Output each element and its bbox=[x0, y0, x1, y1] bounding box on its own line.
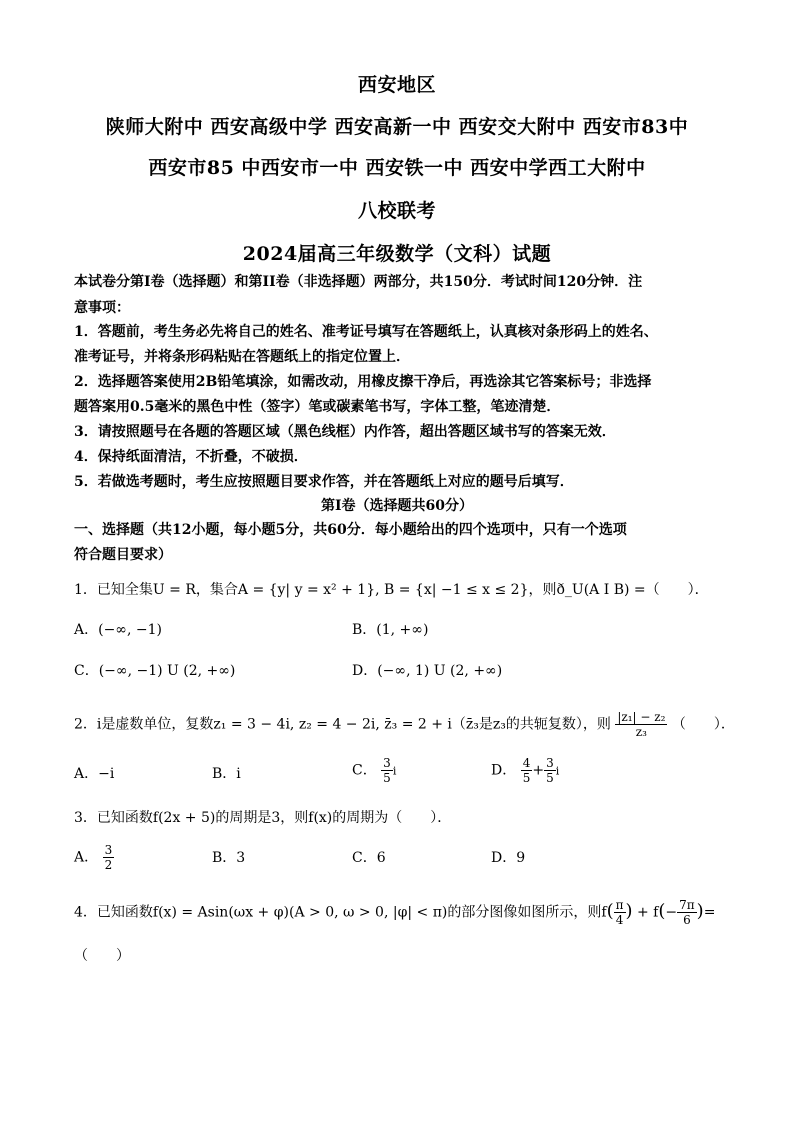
q4-answer-paren: （ ） bbox=[74, 948, 130, 964]
q4-neg: − bbox=[665, 904, 678, 921]
instruction-3: 3．请按照题号在各题的答题区域（黑色线框）内作答，超出答题区域书写的答案无效． bbox=[74, 424, 616, 440]
q2-stem-pre: 2．i是虚数单位，复数z₁ = 3 − 4i, z₂ = 4 − 2i, z̄₃ = 2 + i（z̄₃是z₃的共轭复数），则 bbox=[74, 716, 611, 733]
q4-paren2-close: ) bbox=[696, 900, 704, 922]
q2-d-den2: 5 bbox=[546, 771, 554, 785]
q2-fraction-denominator: z₃ bbox=[635, 725, 647, 739]
q2-c-num: 3 bbox=[383, 756, 391, 770]
q4-f2-den: 6 bbox=[683, 913, 691, 927]
q2-option-d-fraction-2 bbox=[544, 756, 556, 785]
instruction-4: 4．保持纸面清洁，不折叠，不破损． bbox=[74, 449, 308, 465]
q2-d-num2: 3 bbox=[546, 756, 554, 770]
q2-fraction-numerator: |z₁| − z₂ bbox=[617, 710, 666, 724]
q1-option-a: A．(−∞, −1) bbox=[74, 622, 162, 638]
question-1-stem: 1．已知全集U = R，集合A = {y| y = x² + 1}, B = {x| −1 ≤ x ≤ 2}，则ð_U(A I B) =（ ）． bbox=[74, 582, 709, 598]
q2-c-suffix: i bbox=[392, 764, 397, 778]
q3-option-a-fraction bbox=[103, 843, 115, 872]
q2-option-c-fraction bbox=[381, 756, 393, 785]
instructions-intro-2: 意事项： bbox=[74, 300, 130, 316]
q2-c-den: 5 bbox=[383, 771, 391, 785]
q2-d-suffix: i bbox=[555, 764, 560, 778]
q2-fraction bbox=[615, 710, 667, 739]
q4-paren-close: ) bbox=[625, 900, 633, 922]
question-3-stem: 3．已知函数f(2x + 5)的周期是3，则f(x)的周期为（ ）． bbox=[74, 810, 452, 826]
q3-option-b: B．3 bbox=[212, 850, 246, 866]
q4-fraction-1 bbox=[614, 898, 626, 927]
instruction-2a: 2．选择题答案使用2B铅笔填涂，如需改动，用橡皮擦干净后，再选涂其它答案标号；非选择 bbox=[74, 374, 652, 390]
q3-option-d: D．9 bbox=[491, 850, 526, 866]
q1-option-c: C．(−∞, −1) U (2, +∞) bbox=[74, 663, 236, 679]
q3-option-a bbox=[74, 843, 114, 872]
instructions-intro-1: 本试卷分第I卷（选择题）和第II卷（非选择题）两部分，共150分．考试时间120分钟．注 bbox=[74, 274, 643, 290]
q4-eq: = bbox=[703, 904, 716, 921]
question-4-stem bbox=[74, 898, 734, 927]
q4-mid: + f bbox=[636, 904, 659, 921]
question-2-stem bbox=[74, 710, 734, 739]
q2-stem-post: （ ）． bbox=[671, 716, 735, 733]
q4-f2-num: 7π bbox=[679, 898, 695, 912]
q2-option-c-label: C． bbox=[352, 762, 377, 779]
instruction-1a: 1．答题前，考生务必先将自己的姓名、准考证号填写在答题纸上，认真核对条形码上的姓名、 bbox=[74, 324, 658, 340]
q2-option-a: A．−i bbox=[74, 766, 115, 782]
instruction-1b: 准考证号，并将条形码粘贴在答题纸上的指定位置上． bbox=[74, 349, 410, 365]
schools-line-2: 西安市85 中西安市一中 西安铁一中 西安中学西工大附中 bbox=[148, 157, 646, 179]
q4-stem-pre: 4．已知函数f(x) = Asin(ωx + φ)(A > 0, ω > 0, |φ| < π)的部分图像如图所示，则f bbox=[74, 904, 607, 921]
q2-d-num1: 4 bbox=[522, 756, 531, 770]
instruction-5: 5．若做选考题时，考生应按照题目要求作答，并在答题纸上对应的题号后填写． bbox=[74, 474, 574, 490]
instruction-2b: 题答案用0.5毫米的黑色中性（签字）笔或碳素笔书写，字体工整，笔迹清楚． bbox=[74, 399, 561, 415]
exam-type: 八校联考 bbox=[357, 200, 436, 222]
q2-option-b: B．i bbox=[212, 766, 241, 782]
section-heading-a: 一、选择题（共12小题，每小题5分，共60分．每小题给出的四个选项中，只有一个选项 bbox=[74, 522, 627, 538]
q2-d-den1: 5 bbox=[522, 771, 531, 785]
exam-title: 2024届高三年级数学（文科）试题 bbox=[242, 243, 552, 265]
region-heading: 西安地区 bbox=[357, 74, 436, 96]
q2-option-d-fraction-1 bbox=[521, 756, 533, 785]
q3-option-a-label: A． bbox=[74, 849, 99, 866]
q1-option-b: B．(1, +∞) bbox=[352, 622, 429, 638]
q4-paren-open: ( bbox=[606, 900, 614, 922]
q2-option-d bbox=[491, 756, 559, 785]
q4-paren2-open: ( bbox=[658, 900, 666, 922]
q3-a-num: 3 bbox=[104, 843, 113, 857]
q3-a-den: 2 bbox=[104, 858, 113, 872]
section-heading-b: 符合题目要求） bbox=[74, 547, 172, 563]
q4-f1-den: 4 bbox=[615, 913, 624, 927]
q2-option-c bbox=[352, 756, 396, 785]
q4-fraction-2 bbox=[677, 898, 697, 927]
q3-option-c: C．6 bbox=[352, 850, 386, 866]
q4-f1-num: π bbox=[615, 898, 624, 912]
schools-line-1: 陕师大附中 西安高级中学 西安高新一中 西安交大附中 西安市83中 bbox=[105, 116, 689, 138]
q1-option-d: D．(−∞, 1) U (2, +∞) bbox=[352, 663, 503, 679]
part1-title: 第I卷（选择题共60分） bbox=[320, 498, 474, 514]
q2-d-plus: + bbox=[532, 762, 545, 779]
q2-option-d-label: D． bbox=[491, 762, 517, 779]
